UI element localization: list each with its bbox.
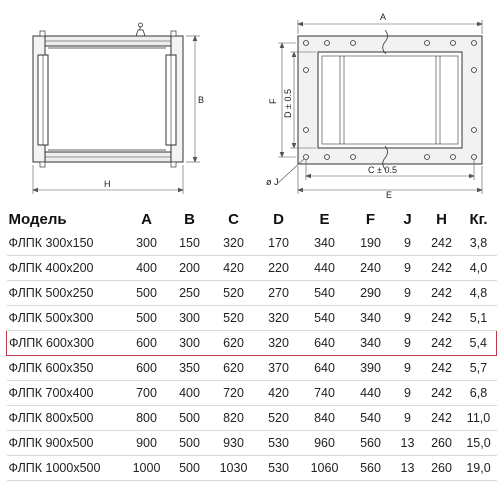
cell-d: 420 <box>257 381 301 406</box>
cell-kg: 5,4 <box>461 331 497 356</box>
cell-f: 440 <box>349 381 393 406</box>
cell-f: 340 <box>349 331 393 356</box>
cell-j: 9 <box>393 381 423 406</box>
cell-a: 900 <box>125 431 169 456</box>
cell-c: 520 <box>211 306 257 331</box>
cell-d: 520 <box>257 406 301 431</box>
cell-f: 290 <box>349 281 393 306</box>
label-h: H <box>104 179 111 189</box>
cell-h: 242 <box>423 256 461 281</box>
cell-j: 9 <box>393 256 423 281</box>
cell-d: 220 <box>257 256 301 281</box>
cell-kg: 11,0 <box>461 406 497 431</box>
cell-a: 300 <box>125 231 169 256</box>
cell-b: 500 <box>169 406 211 431</box>
cell-j: 9 <box>393 306 423 331</box>
cell-c: 320 <box>211 231 257 256</box>
cell-kg: 19,0 <box>461 456 497 481</box>
cell-a: 600 <box>125 331 169 356</box>
column-header-h: H <box>436 210 447 228</box>
label-f: F <box>268 98 278 104</box>
cell-f: 340 <box>349 306 393 331</box>
table-row <box>7 231 497 256</box>
cell-model: ФЛПК 800х500 <box>7 406 125 431</box>
table-header-row <box>7 207 497 231</box>
cell-a: 400 <box>125 256 169 281</box>
table-row <box>7 256 497 281</box>
cell-d: 530 <box>257 431 301 456</box>
cell-a: 500 <box>125 281 169 306</box>
cell-h: 242 <box>423 306 461 331</box>
cell-a: 600 <box>125 356 169 381</box>
cell-f: 560 <box>349 431 393 456</box>
dimension-a <box>298 20 482 34</box>
cell-model: ФЛПК 600х300 <box>7 331 125 356</box>
cell-j: 9 <box>393 331 423 356</box>
cell-c: 1030 <box>211 456 257 481</box>
cell-h: 260 <box>423 456 461 481</box>
cell-b: 250 <box>169 281 211 306</box>
side-view <box>33 23 183 167</box>
column-header-j: J <box>403 210 412 228</box>
table-row <box>7 381 497 406</box>
cell-e: 1060 <box>301 456 349 481</box>
cell-f: 190 <box>349 231 393 256</box>
cell-c: 820 <box>211 406 257 431</box>
label-d: D ± 0.5 <box>283 89 293 118</box>
cell-h: 242 <box>423 406 461 431</box>
cell-f: 540 <box>349 406 393 431</box>
cell-d: 320 <box>257 331 301 356</box>
cell-j: 9 <box>393 231 423 256</box>
cell-model: ФЛПК 600х350 <box>7 356 125 381</box>
cell-c: 520 <box>211 281 257 306</box>
cell-a: 800 <box>125 406 169 431</box>
cell-a: 1000 <box>125 456 169 481</box>
cell-h: 242 <box>423 331 461 356</box>
cell-h: 242 <box>423 231 461 256</box>
cell-d: 270 <box>257 281 301 306</box>
column-header-d: D <box>273 210 284 228</box>
cell-h: 242 <box>423 381 461 406</box>
cell-b: 300 <box>169 331 211 356</box>
technical-drawing <box>0 0 500 205</box>
cell-c: 930 <box>211 431 257 456</box>
front-inner-opening <box>318 52 462 148</box>
cell-d: 370 <box>257 356 301 381</box>
cell-e: 640 <box>301 331 349 356</box>
cell-kg: 6,8 <box>461 381 497 406</box>
cell-e: 340 <box>301 231 349 256</box>
spec-table <box>6 207 497 481</box>
cell-kg: 5,1 <box>461 306 497 331</box>
front-view <box>298 30 482 170</box>
cell-b: 300 <box>169 306 211 331</box>
cell-d: 530 <box>257 456 301 481</box>
cell-a: 700 <box>125 381 169 406</box>
cell-h: 242 <box>423 281 461 306</box>
column-header-b: B <box>184 210 195 228</box>
cell-c: 720 <box>211 381 257 406</box>
label-j: ø J <box>266 177 279 187</box>
table-row <box>7 306 497 331</box>
cell-j: 13 <box>393 431 423 456</box>
cell-b: 150 <box>169 231 211 256</box>
cell-b: 500 <box>169 431 211 456</box>
cell-kg: 3,8 <box>461 231 497 256</box>
column-header-a: A <box>141 210 152 228</box>
cell-j: 9 <box>393 356 423 381</box>
cell-f: 560 <box>349 456 393 481</box>
leader-j <box>278 159 304 183</box>
cell-model: ФЛПК 300х150 <box>7 231 125 256</box>
cell-e: 960 <box>301 431 349 456</box>
cell-e: 540 <box>301 281 349 306</box>
table-row <box>7 431 497 456</box>
cell-kg: 4,0 <box>461 256 497 281</box>
cell-j: 9 <box>393 406 423 431</box>
table-row <box>7 456 497 481</box>
cell-c: 620 <box>211 331 257 356</box>
cell-e: 840 <box>301 406 349 431</box>
cell-model: ФЛПК 900х500 <box>7 431 125 456</box>
cell-j: 13 <box>393 456 423 481</box>
cell-b: 400 <box>169 381 211 406</box>
table-row <box>7 406 497 431</box>
label-a: A <box>380 12 387 22</box>
cell-b: 350 <box>169 356 211 381</box>
cell-c: 620 <box>211 356 257 381</box>
column-header-c: C <box>228 210 239 228</box>
column-header-e: E <box>319 210 330 228</box>
cell-model: ФЛПК 1000х500 <box>7 456 125 481</box>
table-row <box>7 331 497 356</box>
cell-e: 740 <box>301 381 349 406</box>
label-e: E <box>386 190 393 200</box>
cell-b: 200 <box>169 256 211 281</box>
cell-d: 320 <box>257 306 301 331</box>
cell-kg: 4,8 <box>461 281 497 306</box>
column-header-model: Модель <box>8 210 67 228</box>
cell-c: 420 <box>211 256 257 281</box>
cell-b: 500 <box>169 456 211 481</box>
cell-h: 242 <box>423 356 461 381</box>
cell-model: ФЛПК 500х300 <box>7 306 125 331</box>
cell-d: 170 <box>257 231 301 256</box>
cell-f: 240 <box>349 256 393 281</box>
cell-j: 9 <box>393 281 423 306</box>
label-b: B <box>198 95 205 105</box>
table-body <box>7 231 497 481</box>
cell-model: ФЛПК 700х400 <box>7 381 125 406</box>
column-header-kg: Кг. <box>469 210 488 228</box>
cell-e: 640 <box>301 356 349 381</box>
wing-nut <box>136 26 145 36</box>
column-header-f: F <box>365 210 376 228</box>
cell-kg: 5,7 <box>461 356 497 381</box>
cell-model: ФЛПК 500х250 <box>7 281 125 306</box>
table-row <box>7 356 497 381</box>
cell-e: 440 <box>301 256 349 281</box>
cell-h: 260 <box>423 431 461 456</box>
label-c: C ± 0.5 <box>368 165 397 175</box>
cell-e: 540 <box>301 306 349 331</box>
table-row <box>7 281 497 306</box>
cell-kg: 15,0 <box>461 431 497 456</box>
cell-model: ФЛПК 400х200 <box>7 256 125 281</box>
cell-f: 390 <box>349 356 393 381</box>
cell-a: 500 <box>125 306 169 331</box>
